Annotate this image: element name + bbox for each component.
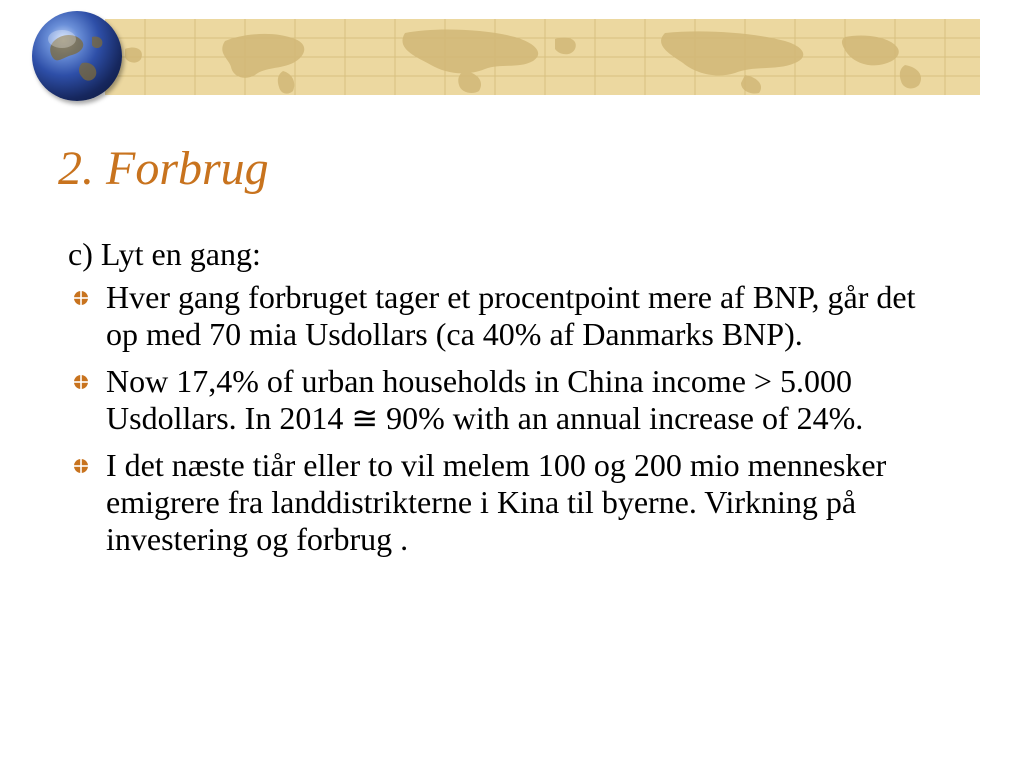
bullet-text: Hver gang forbruget tager et procentpoint mere af BNP, går det op med 70 mia Usdollars (ca 40% af Danmarks BNP). (106, 279, 916, 352)
bullet-item (68, 447, 948, 558)
intro-line: c) Lyt en gang: (68, 236, 261, 272)
bullet-text: I det næste tiår eller to vil melem 100 og 200 mio mennesker emigrere fra landdistrikterne i Kina til byerne. Virkning på investering og forbrug . (106, 447, 887, 557)
slide-body (68, 236, 948, 568)
bullet-text: Now 17,4% of urban households in China income > 5.000 Usdollars. In 2014 ≅ 90% with an annual increase of 24%. (106, 363, 864, 436)
circle-cross-bullet-icon (73, 374, 89, 390)
bullet-item (68, 279, 948, 353)
circle-cross-bullet-icon (73, 290, 89, 306)
bullet-list (68, 279, 948, 558)
circle-cross-bullet-icon (73, 458, 89, 474)
header-world-map-banner (105, 19, 980, 95)
world-map-decoration (105, 19, 980, 95)
slide-title: 2. Forbrug (58, 142, 269, 195)
globe-icon (32, 11, 122, 101)
bullet-item (68, 363, 948, 437)
